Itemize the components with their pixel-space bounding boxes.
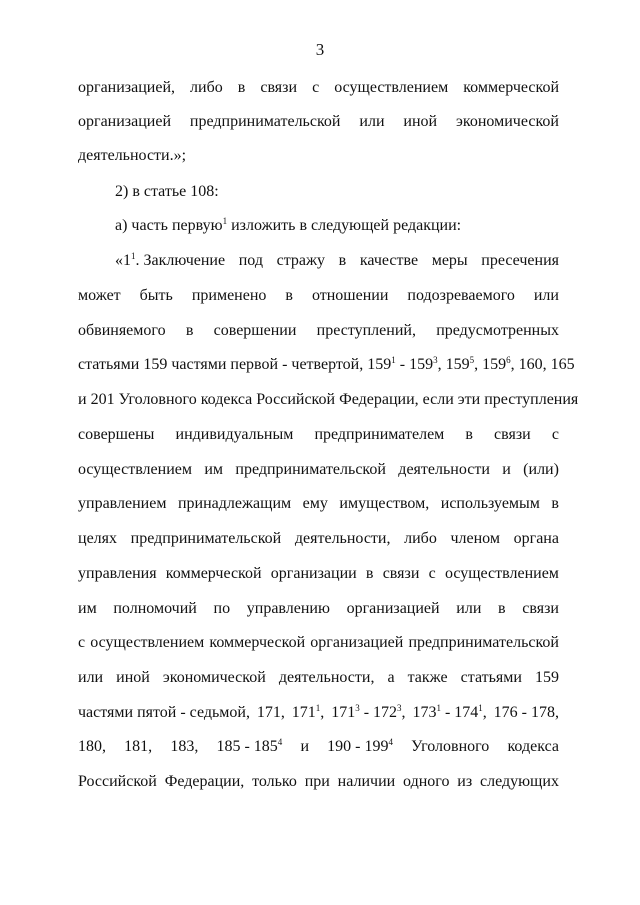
subitem-a — [115, 216, 559, 236]
text-fragment: а) часть первую — [115, 217, 223, 234]
word: осуществлением — [334, 79, 449, 96]
text-fragment: , — [320, 704, 325, 721]
word: деятельности, — [294, 530, 391, 547]
word: деятельности — [398, 461, 490, 478]
text-line-15 — [78, 564, 559, 584]
word: им — [78, 600, 97, 617]
word: совершены — [78, 426, 155, 443]
text-fragment: 190 - 199 — [327, 738, 389, 755]
word: статьями — [460, 669, 522, 686]
superscript: 1 — [315, 703, 321, 713]
word: коммерческой — [209, 634, 306, 651]
word: иной — [403, 113, 438, 130]
word: 181, — [124, 738, 153, 755]
word: в — [338, 252, 347, 269]
text-line-19 — [78, 703, 559, 723]
superscript: 1 — [131, 251, 136, 261]
word: или — [533, 287, 559, 304]
text-fragment: , 159 — [437, 356, 470, 373]
word: организацией — [346, 600, 440, 617]
text-line-18 — [78, 668, 559, 688]
word: предпринимательской — [130, 530, 282, 547]
text-fragment: 171 — [291, 704, 316, 721]
word: осуществлением — [90, 634, 205, 651]
word: применено — [191, 287, 267, 304]
word: управлением — [78, 495, 167, 512]
word: членом — [450, 530, 500, 547]
text-line-7 — [78, 286, 559, 306]
word: организацией, — [78, 79, 175, 96]
text-line-1 — [78, 78, 559, 98]
text-fragment: изложить в следующей редакции: — [227, 217, 462, 234]
word: отношении — [311, 287, 389, 304]
word: используемым — [440, 495, 540, 512]
superscript: 3 — [433, 355, 438, 365]
word: быть — [139, 287, 173, 304]
word: с — [312, 79, 320, 96]
word: им — [204, 461, 224, 478]
word: органа — [513, 530, 559, 547]
text-fragment: , — [401, 704, 406, 721]
word: либо — [190, 79, 223, 96]
text-fragment: - 174 — [440, 704, 479, 721]
superscript: 3 — [355, 703, 360, 713]
word: в — [237, 79, 246, 96]
text-line-17 — [78, 633, 559, 653]
article-range — [331, 703, 405, 723]
word: по — [213, 600, 231, 617]
word: в — [365, 565, 374, 582]
word: совершении — [213, 322, 297, 339]
superscript: 4 — [388, 737, 393, 747]
superscript: 1 — [222, 216, 228, 226]
word: коммерческой — [463, 79, 559, 96]
page-number: 3 — [315, 40, 325, 59]
word: Уголовного — [411, 738, 490, 755]
word: предпринимателем — [314, 426, 445, 443]
word: связи — [494, 426, 531, 443]
text-line-10: и 201 Уголовного кодекса Российской Федерации, если эти преступления — [78, 391, 579, 408]
word: осуществлением — [78, 461, 192, 478]
text-line-8 — [78, 321, 559, 341]
word: а — [387, 669, 395, 686]
word: предпринимательской — [408, 634, 559, 651]
word: в — [185, 322, 194, 339]
word: кодекса — [507, 738, 559, 755]
word: качестве — [359, 252, 419, 269]
text-fragment: , 159 — [474, 356, 507, 373]
paragraph-start — [115, 251, 225, 271]
word: ему — [302, 495, 328, 512]
word: или — [456, 600, 482, 617]
superscript: 6 — [506, 355, 511, 365]
word: осуществлением — [444, 565, 559, 582]
superscript: 5 — [469, 355, 475, 365]
word: в — [285, 287, 293, 304]
word: 180, — [78, 738, 106, 755]
word: (или) — [523, 461, 559, 478]
word: 176 - 178, — [493, 704, 559, 721]
word: имуществом, — [339, 495, 430, 512]
word: экономической — [456, 113, 559, 130]
word: либо — [404, 530, 437, 547]
word: иной — [116, 669, 150, 686]
text-line-3: деятельности.»; — [78, 147, 187, 164]
word: следующих — [479, 773, 559, 790]
word: деятельности, — [278, 669, 375, 686]
text-line-2 — [78, 112, 559, 132]
word: коммерческой — [165, 565, 262, 582]
text-line-13 — [78, 494, 559, 514]
word: или — [359, 113, 385, 130]
text-fragment: , — [482, 704, 487, 721]
text-line-21 — [78, 772, 559, 792]
word: и — [502, 461, 511, 478]
list-item-2: 2) в статье 108: — [115, 183, 219, 200]
word: и — [300, 738, 310, 755]
word: организацией — [310, 634, 404, 651]
text-fragment: . Заключение — [135, 252, 226, 269]
word: Федерации, — [164, 773, 245, 790]
word: 183, — [170, 738, 199, 755]
word: индивидуальным — [175, 426, 294, 443]
word: предпринимательской — [189, 113, 341, 130]
word: организацией — [78, 113, 171, 130]
word: в — [551, 495, 559, 512]
text-line-14 — [78, 529, 559, 549]
word: стражу — [276, 252, 326, 269]
word: пресечения — [481, 252, 559, 269]
word: одного — [403, 773, 450, 790]
superscript: 3 — [397, 703, 402, 713]
text-fragment: - 172 — [359, 704, 398, 721]
text-line-11 — [78, 425, 559, 445]
article-range — [412, 703, 486, 723]
word: может — [78, 287, 121, 304]
word: также — [407, 669, 448, 686]
word: связи — [260, 79, 298, 96]
text-fragment: - 159 — [395, 356, 434, 373]
word: принадлежащим — [177, 495, 292, 512]
word: подозреваемого — [407, 287, 515, 304]
superscript: 1 — [391, 355, 396, 365]
article-range — [327, 737, 393, 757]
article-ref — [292, 703, 325, 723]
word: с — [428, 565, 436, 582]
word: при — [304, 773, 330, 790]
word: полномочий — [113, 600, 197, 617]
word: частями пятой - седьмой, — [78, 704, 250, 721]
word: 171, — [256, 704, 285, 721]
text-line-20 — [78, 737, 559, 757]
article-range — [216, 737, 282, 757]
text-fragment: , 160, 165 — [510, 356, 575, 373]
word: связи — [382, 565, 420, 582]
word: предусмотренных — [436, 322, 559, 339]
word: связи — [522, 600, 559, 617]
word: обвиняемого — [78, 322, 166, 339]
word: с — [78, 634, 86, 651]
superscript: 1 — [436, 703, 441, 713]
word: меры — [431, 252, 468, 269]
word: организации — [270, 565, 357, 582]
word: наличии — [337, 773, 396, 790]
word: или — [78, 669, 104, 686]
word: преступлений, — [316, 322, 416, 339]
word: в — [465, 426, 473, 443]
text-line-6 — [115, 251, 559, 271]
word: в — [498, 600, 506, 617]
word: управлению — [246, 600, 330, 617]
text-fragment: 173 — [412, 704, 437, 721]
text-fragment: статьями 159 частями первой - четвертой, 159 — [78, 356, 392, 373]
word: предпринимательской — [235, 461, 386, 478]
text-line-12 — [78, 460, 559, 480]
word: только — [252, 773, 297, 790]
text-line-16 — [78, 599, 559, 619]
text-line-9 — [78, 355, 575, 375]
word: с — [551, 426, 559, 443]
word: из — [457, 773, 473, 790]
text-fragment: 185 - 185 — [216, 738, 278, 755]
word: Российской — [78, 773, 157, 790]
word: 159 — [535, 669, 559, 686]
text-fragment: 171 — [331, 704, 356, 721]
superscript: 1 — [478, 703, 483, 713]
word: целях — [78, 530, 118, 547]
text-fragment: «1 — [115, 252, 131, 269]
word: экономической — [162, 669, 266, 686]
word: под — [238, 252, 263, 269]
word: управления — [78, 565, 157, 582]
superscript: 4 — [277, 737, 283, 747]
